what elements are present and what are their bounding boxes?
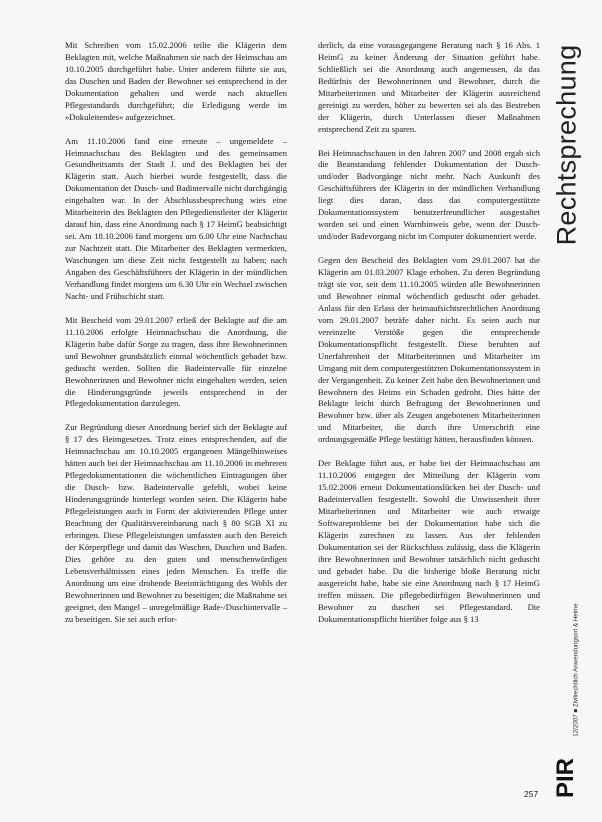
paragraph: Am 11.10.2006 fand eine erneute – ungemeldete – Heimnachschau des Beklagten und des gemeinsamen Gesundheitsamts der Stadt J. und des Beklagten bei der Klägerin statt. Auch hierbei wurde festgestellt, dass die Dokumentation der Dusch- und Badintervalle nicht durchgängig eingehalten war. In der Abschlussbesprechung wies eine Mitarbeiterin des Beklagten den Pflegedienstleiter der Klägerin darauf hin, dass eine Anordnung nach § 17 HeimG beabsichtigt sei. Am 18.10.2006 fand morgens um 6.00 Uhr eine Nachschau zur Nachtzeit statt. Die Mitarbeiter des Beklagten vermerkten, Waschungen um diese Zeit nicht festgestellt zu haben; nach Angaben des Geschäftsführers der Klägerin in der mündlichen Verhandlung findet morgens um 6.30 Uhr ein Wechsel zwischen Nacht- und Frühschicht statt. (65, 135, 287, 301)
journal-logo (548, 757, 584, 799)
left-column (65, 40, 287, 637)
paragraph: Der Beklagte führt aus, er habe bei der Heimnachschau am 11.10.2006 entgegen der Mitteilung der Klägerin vom 15.02.2006 erneut Dokumentationslücken bei der Dusch- und Badeintervallen festgestellt. Sowohl die Unwissenheit ihrer Mitarbeiterinnen und Mitarbeiter wie auch etwaige Softwareprobleme bei der Dokumentation habe sich die Klägerin zurechnen zu lassen. Aus der fehlenden Dokumentation sei der Rückschluss zulässig, dass die Klägerin ihre Bewohnerinnen und Bewohner tatsächlich nicht geduscht und gebadet habe. Da die bisherige bloße Beratung nicht ausgereicht habe, habe sie eine Anordnung nach § 17 HeimG treffen müssen. Die pflegebedürftigen Bewohnerinnen und Bewohner zu duschen sei Pflegestandard. Die Dokumentationspflicht hierüber folge aus § 13 (318, 458, 540, 624)
page-number: 257 (524, 789, 539, 799)
side-note-text: 12/2007 ■ Zivilrechtlich Anwendungsort & Heime (572, 603, 580, 737)
paragraph: Bei Heimnachschauen in den Jahren 2007 und 2008 ergab sich die Beanstandung fehlender Dokumentation der Dusch- und/oder Badvorgänge nicht mehr. Nach Auskunft des Geschäftsführers der Klägerin in der mündlichen Verhandlung liegt dies daran, dass das computergestützte Dokumentationssystem benutzerfreundlicher ausgestaltet worden sei und einen Warnhinweis gebe, wenn der Dusch- und/oder Badevorgang nicht im Computer dokumentiert werde. (318, 147, 540, 242)
paragraph: derlich, da eine vorausgegangene Beratung nach § 16 Abs. 1 HeimG zu keiner Änderung der Situation geführt habe. Schließlich sei die Anordnung auch angemessen, da das Bedürfnis der Bewohnerinnen und Bewohner, durch die Mitarbeiterinnen und Mitarbeiter der Klägerin ausreichend gereinigt zu werden, höher zu bewerten sei als das Bestreben der Klägerin, durch Unterlassen dieser Maßnahmen entsprechend Zeit zu sparen. (318, 40, 540, 134)
section-title-text: Rechtsprechung (551, 44, 582, 246)
right-column (318, 40, 540, 637)
paragraph: Zur Begründung dieser Anordnung berief sich der Beklagte auf § 17 des Heimgesetzes. Trotz eines entsprechenden, auf die Heimnachschau am 10.10.2005 ergangenen Mängelhinweises hätten auch bei der Heimnachschau am 11.10.2006 in mehreren Pflegedokumentationen die wöchentlichen Eintragungen über die Dusch- bzw. Badeintervalle gefehlt, wobei keine Hinderungsgründe hinterlegt worden seien. Die Klägerin habe Pflegeleistungen auch in Form der aktivierenden Pflege unter Beachtung der Qualitätsvereinbarung nach § 80 SGB XI zu erbringen. Diese Pflegeleistungen umfassten auch den Bereich der Körperpflege und damit das Waschen, Duschen und Baden. Dies gehöre zu den guten und menschenwürdigen Lebensverhältnissen eines jeden Menschen. Es treffe die Anordnung um eine drohende Beeinträchtigung des Wohls der Bewohnerinnen und Bewohner zu beseitigen; die Maßnahme sei geeignet, den Mangel – unregelmäßige Bade-/Duschintervalle – zu beseitigen. Sie sei auch erfor- (65, 422, 287, 624)
paragraph: Gegen den Bescheid des Beklagten vom 29.01.2007 hat die Klägerin am 01.03.2007 Klage erhoben. Zu deren Begründung trägt sie vor, seit dem 11.10.2005 würden alle Bewohnerinnen und Bewohner einmal wöchentlich geduscht oder gebadet. Anlass für den Erlass der heimaufsichtsrechtlichen Anordnung vom 29.01.2007 beträfe daher nicht. Es seien auch nur vereinzelte Verstöße gegen die entsprechende Dokumentationspflicht festgestellt. Diese beruhten auf Unerfahrenheit der Mitarbeiterinnen und Mitarbeiter im Umgang mit dem computergestützten Dokumentationssystem in der Vergangenheit. Zu keiner Zeit habe den Bewohnerinnen und Bewohnern des Heims ein Schaden gedroht. Dies hätte der Beklagte leicht durch Befragung der Bewohnerinnen und Bewohner bzw. über als Zeugen angebotenen Mitarbeiterinnen und Mitarbeiter, die durch ihre Unterschrift eine ordnungsgemäße Pflege bestätigt hätten, herausfinden können. (318, 255, 540, 445)
paragraph: Mit Bescheid vom 29.01.2007 erließ der Beklagte auf die am 11.10.2006 erfolgte Heimnachschau die Anordnung, die Klägerin habe dafür Sorge zu tragen, dass ihre Bewohnerinnen und Bewohner grundsätzlich einmal wöchentlich gebadet bzw. geduscht werden. Sollten die Badeintervalle für einzelne Bewohnerinnen und Bewohner nicht eingehalten werden, seien die Hinderungsgründe jeweils entsprechend in der Pflegedokumentation darzulegen. (65, 314, 287, 409)
journal-side-note (566, 585, 586, 755)
logo-text: PIR (552, 757, 579, 799)
section-title (547, 40, 587, 250)
paragraph: Mit Schreiben vom 15.02.2006 teilte die Klägerin dem Beklagten mit, welche Maßnahmen sie nach der Heimschau am 10.10.2005 durchgeführt habe. Unter anderem führte sie aus, das Duschen und Baden der Bewohner sei entsprechend in der Dokumentation gehalten und werde nach aktuellen Pflegestandards durchgeführt; die Erledigung werde im »Dokuleitendes« aufgezeichnet. (65, 40, 287, 122)
